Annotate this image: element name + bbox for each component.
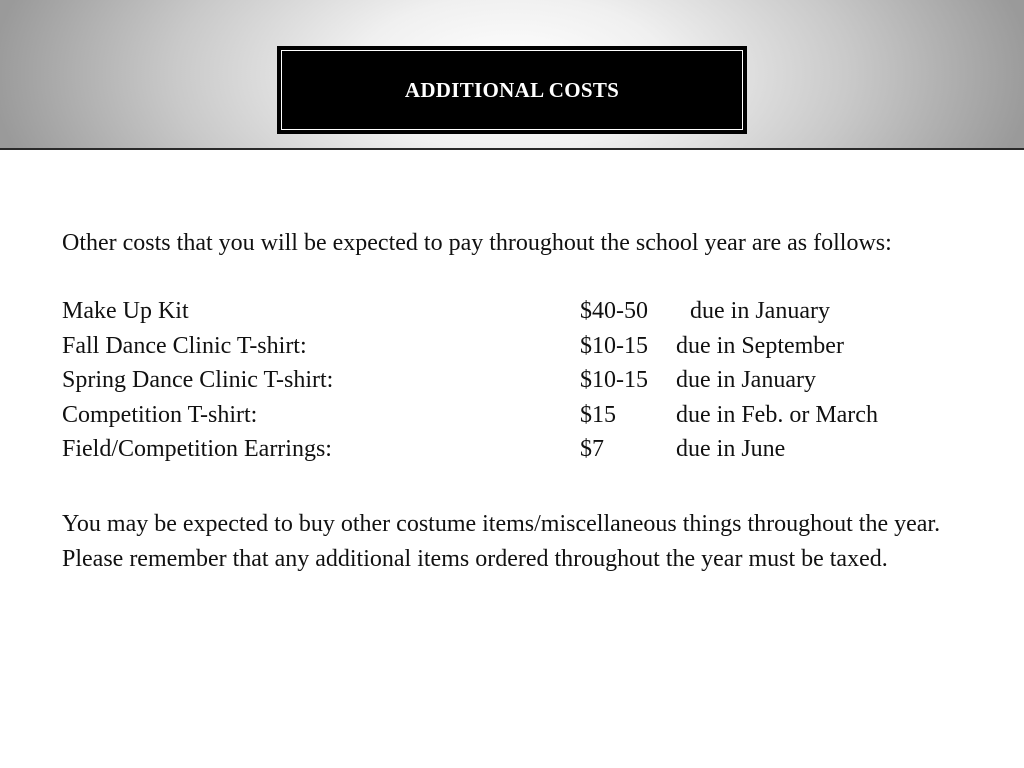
cost-row: [62, 367, 942, 402]
slide-title: ADDITIONAL COSTS: [404, 77, 620, 102]
header-band: [0, 0, 1024, 150]
cost-due: due in June: [676, 436, 786, 462]
cost-item: Make Up Kit: [62, 298, 189, 324]
cost-item: Competition T-shirt:: [62, 401, 258, 428]
cost-price: $40-50: [580, 298, 648, 324]
cost-row: [62, 402, 942, 437]
cost-item: Spring Dance Clinic T-shirt:: [62, 367, 334, 393]
cost-due: due in September: [676, 332, 844, 359]
cost-price: $15: [580, 401, 616, 428]
cost-item: Fall Dance Clinic T-shirt:: [62, 332, 307, 359]
cost-price: $10-15: [580, 332, 648, 359]
cost-item: Field/Competition Earrings:: [62, 436, 332, 462]
cost-price: $7: [580, 436, 604, 462]
title-box: [277, 46, 747, 134]
cost-price: $10-15: [580, 367, 648, 393]
costume-note: You may be expected to buy other costume items/miscellaneous things throughout the year.: [62, 510, 941, 537]
cost-row: [62, 333, 942, 368]
cost-due: due in January: [676, 367, 816, 393]
cost-due: due in January: [690, 298, 830, 324]
cost-due: due in Feb. or March: [676, 401, 878, 428]
cost-table: [62, 298, 942, 471]
cost-row: [62, 298, 942, 333]
intro-paragraph: Other costs that you will be expected to pay throughout the school year are as follows:: [62, 230, 892, 256]
tax-note: Please remember that any additional items ordered throughout the year must be taxed.: [62, 545, 888, 572]
content-area: [62, 230, 942, 572]
cost-row: [62, 436, 942, 471]
